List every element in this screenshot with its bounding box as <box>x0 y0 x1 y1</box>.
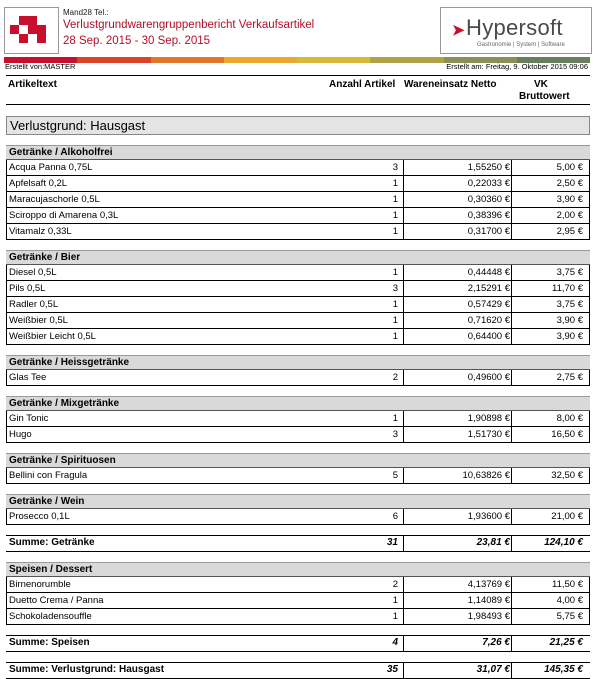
color-band-segment <box>297 57 370 63</box>
cell-cost: 1,55250 € <box>467 162 510 173</box>
cell-count: 1 <box>392 595 398 606</box>
cell-article: Schokoladensouffle <box>9 611 92 622</box>
item-group <box>6 250 590 345</box>
cell-count: 1 <box>392 413 398 424</box>
cell-gross: 2,50 € <box>556 178 583 189</box>
row-border <box>6 313 7 328</box>
cell-cost: 1,14089 € <box>467 595 510 606</box>
cell-cost: 1,90898 € <box>467 413 510 424</box>
row-border <box>6 224 7 239</box>
cell-gross: 8,00 € <box>556 413 583 424</box>
brand-arrow-icon: ➤ <box>452 22 465 39</box>
table-row <box>6 609 590 625</box>
report-title: Verlustgrundwarengruppenbericht Verkaufsartikel <box>63 19 315 31</box>
column-divider <box>511 176 512 191</box>
column-divider <box>403 577 404 592</box>
table-row <box>6 176 590 192</box>
table-row <box>6 593 590 609</box>
column-divider <box>403 468 404 483</box>
sum-row <box>6 662 590 679</box>
report-body <box>6 116 590 679</box>
company-logo <box>4 7 59 54</box>
cell-gross: 3,90 € <box>556 194 583 205</box>
cell-gross: 3,90 € <box>556 315 583 326</box>
row-border <box>589 370 590 385</box>
column-divider <box>403 176 404 191</box>
column-divider <box>511 577 512 592</box>
group-title: Getränke / Bier <box>6 250 590 265</box>
column-divider <box>511 281 512 296</box>
cell-article: Weißbier 0,5L <box>9 315 68 326</box>
section-title: Verlustgrund: Hausgast <box>6 116 590 135</box>
table-row <box>6 160 590 176</box>
column-divider <box>511 329 512 344</box>
group-title: Speisen / Dessert <box>6 562 590 577</box>
column-divider <box>511 609 512 624</box>
cell-count: 5 <box>392 470 398 481</box>
cell-article: Summe: Speisen <box>9 637 90 648</box>
brand-logo <box>440 7 592 54</box>
column-divider <box>403 281 404 296</box>
cell-article: Summe: Getränke <box>9 537 95 548</box>
cell-cost: 0,57429 € <box>467 299 510 310</box>
item-group <box>6 355 590 386</box>
cell-count: 4 <box>392 637 398 648</box>
cell-cost: 0,64400 € <box>467 331 510 342</box>
table-row <box>6 577 590 593</box>
column-divider <box>511 411 512 426</box>
group-title: Getränke / Heissgetränke <box>6 355 590 370</box>
group-title: Getränke / Alkoholfrei <box>6 145 590 160</box>
row-border <box>589 427 590 442</box>
row-border <box>6 176 7 191</box>
cell-gross: 3,75 € <box>556 299 583 310</box>
col-gross: Bruttowert <box>519 91 570 102</box>
row-border <box>6 509 7 524</box>
column-divider <box>403 609 404 624</box>
cell-count: 1 <box>392 210 398 221</box>
table-row <box>6 224 590 240</box>
group-list <box>6 145 590 679</box>
cell-count: 31 <box>386 537 398 548</box>
cell-gross: 11,50 € <box>552 579 583 590</box>
cell-count: 3 <box>392 162 398 173</box>
cell-article: Vitamalz 0,33L <box>9 226 72 237</box>
cell-gross: 4,00 € <box>556 595 583 606</box>
column-divider <box>403 329 404 344</box>
cell-article: Hugo <box>9 429 32 440</box>
cell-cost: 0,71620 € <box>467 315 510 326</box>
row-border <box>6 370 7 385</box>
cell-cost: 0,38396 € <box>467 210 510 221</box>
table-row <box>6 509 590 525</box>
cell-article: Radler 0,5L <box>9 299 59 310</box>
cell-cost: 7,26 € <box>482 637 510 648</box>
cell-gross: 16,50 € <box>551 429 583 440</box>
cell-article: Weißbier Leicht 0,5L <box>9 331 96 342</box>
table-row <box>6 313 590 329</box>
cell-count: 1 <box>392 226 398 237</box>
row-border <box>6 593 7 608</box>
column-divider <box>403 224 404 239</box>
cell-count: 3 <box>392 283 398 294</box>
cell-gross: 124,10 € <box>544 537 583 548</box>
column-divider <box>511 265 512 280</box>
table-row <box>6 208 590 224</box>
column-divider <box>511 468 512 483</box>
cell-cost: 1,93600 € <box>467 511 510 522</box>
cell-article: Prosecco 0,1L <box>9 511 70 522</box>
cell-cost: 23,81 € <box>476 537 510 548</box>
cell-article: Duetto Crema / Panna <box>9 595 104 606</box>
cell-article: Apfelsaft 0,2L <box>9 178 68 189</box>
col-cost: Wareneinsatz Netto <box>404 79 497 90</box>
table-row <box>6 265 590 281</box>
column-divider <box>511 536 512 551</box>
col-vk: VK <box>534 79 548 90</box>
row-border <box>6 281 7 296</box>
column-divider <box>511 160 512 175</box>
color-band-segment <box>370 57 443 63</box>
cell-cost: 0,44448 € <box>467 267 510 278</box>
cell-count: 1 <box>392 611 398 622</box>
cell-article: Acqua Panna 0,75L <box>9 162 93 173</box>
row-border <box>589 208 590 223</box>
row-border <box>589 329 590 344</box>
column-divider <box>511 208 512 223</box>
cell-gross: 5,00 € <box>556 162 583 173</box>
cell-article: Pils 0,5L <box>9 283 46 294</box>
column-divider <box>403 509 404 524</box>
row-border <box>589 313 590 328</box>
cell-count: 35 <box>386 664 398 675</box>
color-band-segment <box>77 57 150 63</box>
item-group <box>6 145 590 240</box>
row-border <box>589 468 590 483</box>
cell-article: Gin Tonic <box>9 413 49 424</box>
row-border <box>589 265 590 280</box>
report-header <box>60 7 438 52</box>
cell-cost: 4,13769 € <box>467 579 510 590</box>
group-title: Getränke / Spirituosen <box>6 453 590 468</box>
column-divider <box>403 160 404 175</box>
cell-article: Birnenorumble <box>9 579 71 590</box>
column-divider <box>511 663 512 678</box>
row-border <box>589 609 590 624</box>
row-border <box>589 577 590 592</box>
column-divider <box>511 370 512 385</box>
cell-gross: 3,75 € <box>556 267 583 278</box>
row-border <box>6 468 7 483</box>
row-border <box>589 509 590 524</box>
group-title: Getränke / Mixgetränke <box>6 396 590 411</box>
item-group <box>6 396 590 443</box>
cell-cost: 10,63826 € <box>462 470 510 481</box>
cell-article: Maracujaschorle 0,5L <box>9 194 100 205</box>
cell-cost: 2,15291 € <box>467 283 510 294</box>
column-header <box>6 75 590 105</box>
table-row <box>6 297 590 313</box>
cell-count: 1 <box>392 315 398 326</box>
cell-gross: 3,90 € <box>556 331 583 342</box>
row-border <box>589 176 590 191</box>
date-range: 28 Sep. 2015 - 30 Sep. 2015 <box>63 35 211 47</box>
table-row <box>6 281 590 297</box>
row-border <box>589 160 590 175</box>
cell-article: Summe: Verlustgrund: Hausgast <box>9 664 165 675</box>
item-group <box>6 494 590 525</box>
row-border <box>6 609 7 624</box>
cell-gross: 32,50 € <box>551 470 583 481</box>
cell-cost: 1,98493 € <box>467 611 510 622</box>
row-border <box>6 208 7 223</box>
column-divider <box>511 593 512 608</box>
table-row <box>6 329 590 345</box>
row-border <box>6 329 7 344</box>
cell-count: 1 <box>392 299 398 310</box>
sum-row <box>6 635 590 652</box>
col-article: Artikeltext <box>8 79 57 90</box>
column-divider <box>403 411 404 426</box>
row-border <box>589 281 590 296</box>
cell-cost: 0,30360 € <box>467 194 510 205</box>
cell-count: 2 <box>392 579 398 590</box>
cell-count: 6 <box>392 511 398 522</box>
row-border <box>589 224 590 239</box>
cell-count: 2 <box>392 372 398 383</box>
cell-article: Sciroppo di Amarena 0,3L <box>9 210 119 221</box>
created-at: Erstellt am: Freitag, 9. Oktober 2015 09:06 <box>446 62 588 71</box>
cell-article: Bellini con Fragula <box>9 470 88 481</box>
column-divider <box>403 536 404 551</box>
cell-cost: 31,07 € <box>476 664 510 675</box>
col-count: Anzahl Artikel <box>329 79 396 90</box>
table-row <box>6 468 590 484</box>
column-divider <box>403 265 404 280</box>
column-divider <box>511 192 512 207</box>
tenant-info: Mand28 Tel.: <box>63 8 109 17</box>
cell-count: 3 <box>392 429 398 440</box>
table-row <box>6 370 590 386</box>
column-divider <box>511 313 512 328</box>
row-border <box>6 577 7 592</box>
table-row <box>6 192 590 208</box>
table-row <box>6 427 590 443</box>
cell-count: 1 <box>392 194 398 205</box>
brand-name: Hypersoft <box>466 15 563 40</box>
cell-gross: 145,35 € <box>544 664 583 675</box>
created-by: Erstellt von:MASTER <box>5 62 76 71</box>
cell-article: Diesel 0,5L <box>9 267 57 278</box>
column-divider <box>511 509 512 524</box>
cell-count: 1 <box>392 267 398 278</box>
cell-gross: 2,75 € <box>556 372 583 383</box>
color-band-segment <box>224 57 297 63</box>
row-border <box>6 265 7 280</box>
row-border <box>6 192 7 207</box>
row-border <box>6 427 7 442</box>
item-group <box>6 562 590 625</box>
column-divider <box>403 313 404 328</box>
column-divider <box>403 208 404 223</box>
cell-cost: 1,51730 € <box>467 429 510 440</box>
cell-gross: 21,00 € <box>551 511 583 522</box>
row-border <box>6 411 7 426</box>
row-border <box>589 411 590 426</box>
table-row <box>6 411 590 427</box>
cell-gross: 2,00 € <box>556 210 583 221</box>
column-divider <box>511 297 512 312</box>
column-divider <box>403 427 404 442</box>
column-divider <box>403 593 404 608</box>
item-group <box>6 453 590 484</box>
column-divider <box>511 427 512 442</box>
color-band-segment <box>151 57 224 63</box>
column-divider <box>403 663 404 678</box>
cell-cost: 0,49600 € <box>467 372 510 383</box>
cell-count: 1 <box>392 178 398 189</box>
column-divider <box>511 224 512 239</box>
column-divider <box>403 192 404 207</box>
cell-article: Glas Tee <box>9 372 47 383</box>
row-border <box>589 297 590 312</box>
cell-count: 1 <box>392 331 398 342</box>
cell-cost: 0,22033 € <box>467 178 510 189</box>
cell-gross: 2,95 € <box>556 226 583 237</box>
brand-tagline: Gastronomie | System | Software <box>477 42 565 48</box>
sum-row <box>6 535 590 552</box>
group-title: Getränke / Wein <box>6 494 590 509</box>
column-divider <box>403 297 404 312</box>
column-divider <box>511 636 512 651</box>
column-divider <box>403 636 404 651</box>
row-border <box>589 593 590 608</box>
cell-cost: 0,31700 € <box>467 226 510 237</box>
column-divider <box>403 370 404 385</box>
cell-gross: 5,75 € <box>556 611 583 622</box>
cell-gross: 11,70 € <box>552 283 583 294</box>
cell-gross: 21,25 € <box>549 637 583 648</box>
row-border <box>6 297 7 312</box>
row-border <box>589 192 590 207</box>
row-border <box>6 160 7 175</box>
